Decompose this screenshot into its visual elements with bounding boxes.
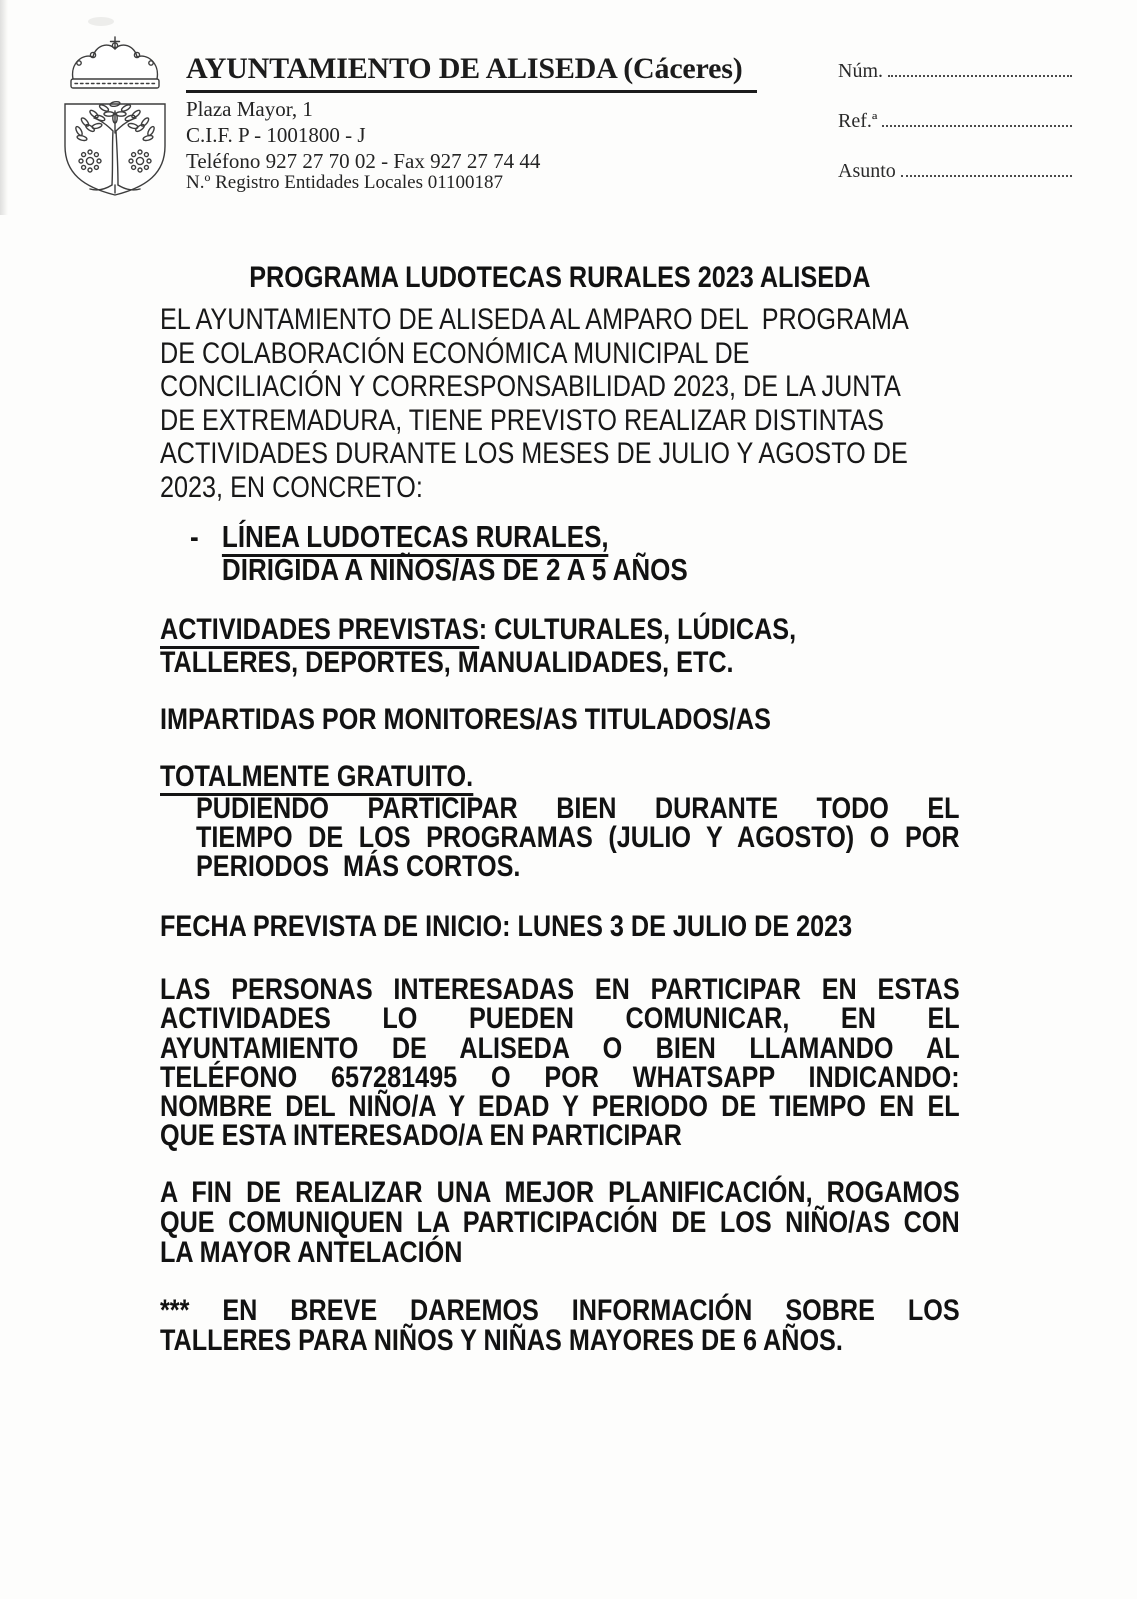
actividades-line: TALLERES, DEPORTES, MANUALIDADES, ETC. (160, 646, 734, 679)
intro-line: ACTIVIDADES DURANTE LOS MESES DE JULIO Y AGOSTO DE (160, 437, 908, 470)
gratuito-heading (160, 760, 960, 794)
dotted-leader (882, 111, 1072, 127)
pudiendo-line: PUDIENDO PARTICIPAR BIEN DURANTE TODO EL (196, 792, 960, 825)
org-name: AYUNTAMIENTO DE ALISEDA (Cáceres) (186, 52, 757, 93)
coat-of-arms-icon (52, 34, 178, 202)
intro-paragraph (160, 303, 960, 504)
org-phone-fax: Teléfono 927 27 70 02 - Fax 927 27 74 44 (186, 149, 541, 173)
reference-fields (838, 60, 1074, 210)
intro-line: CONCILIACIÓN Y CORRESPONSABILIDAD 2023, DE LA JUNTA (160, 370, 901, 403)
field-num-label: Núm. (838, 60, 883, 82)
personas-line: TELÉFONO 657281495 O POR WHATSAPP INDICANDO: (160, 1060, 960, 1094)
actividades-heading-line (160, 613, 960, 646)
org-cif: C.I.F. P - 1001800 - J (186, 123, 366, 147)
bullet-item (190, 520, 960, 586)
dotted-leader (901, 161, 1072, 177)
scan-smudge-artifact (88, 17, 114, 26)
personas-line: NOMBRE DEL NIÑO/A Y EDAD Y PERIODO DE TIEMPO EN EL (160, 1090, 960, 1124)
scan-edge-artifact (0, 0, 8, 215)
breve-line: TALLERES PARA NIÑOS Y NIÑAS MAYORES DE 6 AÑOS. (160, 1324, 843, 1357)
personas-line: ACTIVIDADES LO PUEDEN COMUNICAR, EN EL (160, 1002, 960, 1036)
pudiendo-paragraph (196, 794, 960, 881)
afin-line: LA MAYOR ANTELACIÓN (160, 1236, 463, 1269)
field-asunto (838, 160, 1074, 184)
intro-line: DE EXTREMADURA, TIENE PREVISTO REALIZAR DISTINTAS (160, 403, 884, 437)
actividades-heading: ACTIVIDADES PREVISTAS (160, 613, 479, 649)
afin-line: A FIN DE REALIZAR UNA MEJOR PLANIFICACIÓN, ROGAMOS (160, 1176, 960, 1209)
field-ref (838, 110, 1074, 134)
fecha-line: FECHA PREVISTA DE INICIO: LUNES 3 DE JULIO DE 2023 (160, 910, 853, 943)
field-asunto-label: Asunto (838, 160, 896, 182)
pudiendo-line: PERIODOS MÁS CORTOS. (196, 850, 521, 883)
org-registry: N.º Registro Entidades Locales 01100187 (186, 172, 504, 193)
afin-paragraph (160, 1178, 960, 1268)
personas-line: LAS PERSONAS INTERESADAS EN PARTICIPAR EN ESTAS (160, 973, 960, 1006)
field-ref-label: Ref.ª (838, 110, 878, 132)
personas-line: QUE ESTA INTERESADO/A EN PARTICIPAR (160, 1119, 682, 1153)
bullet-subheading: DIRIGIDA A NIÑOS/AS DE 2 A 5 AÑOS (221, 552, 688, 587)
breve-line: *** EN BREVE DAREMOS INFORMACIÓN SOBRE LOS (160, 1294, 960, 1327)
breve-paragraph (160, 1296, 960, 1356)
personas-line: AYUNTAMIENTO DE ALISEDA O BIEN LLAMANDO AL (160, 1031, 960, 1065)
personas-paragraph (160, 975, 960, 1151)
gratuito-underlined: TOTALMENTE GRATUITO. (160, 760, 473, 796)
afin-line: QUE COMUNIQUEN LA PARTICIPACIÓN DE LOS NIÑO/AS CON (160, 1206, 960, 1239)
pudiendo-line: TIEMPO DE LOS PROGRAMAS (JULIO Y AGOSTO) O POR (196, 821, 960, 854)
document-title: PROGRAMA LUDOTECAS RURALES 2023 ALISEDA (249, 261, 871, 294)
org-address-block (186, 96, 540, 174)
intro-line: 2023, EN CONCRETO: (160, 470, 423, 504)
actividades-heading-rest: : CULTURALES, LÚDICAS, (478, 613, 797, 646)
field-num (838, 60, 1074, 84)
intro-line: DE COLABORACIÓN ECONÓMICA MUNICIPAL DE (160, 336, 750, 370)
bullet-dash: - (190, 519, 199, 554)
intro-line: EL AYUNTAMIENTO DE ALISEDA AL AMPARO DEL PROGRAMA (160, 303, 909, 336)
bullet-heading: LÍNEA LUDOTECAS RURALES, (222, 519, 609, 557)
actividades-section (160, 613, 960, 679)
dotted-leader (888, 61, 1072, 77)
impartidas-line: IMPARTIDAS POR MONITORES/AS TITULADOS/AS (160, 703, 771, 736)
org-address: Plaza Mayor, 1 (186, 97, 313, 121)
